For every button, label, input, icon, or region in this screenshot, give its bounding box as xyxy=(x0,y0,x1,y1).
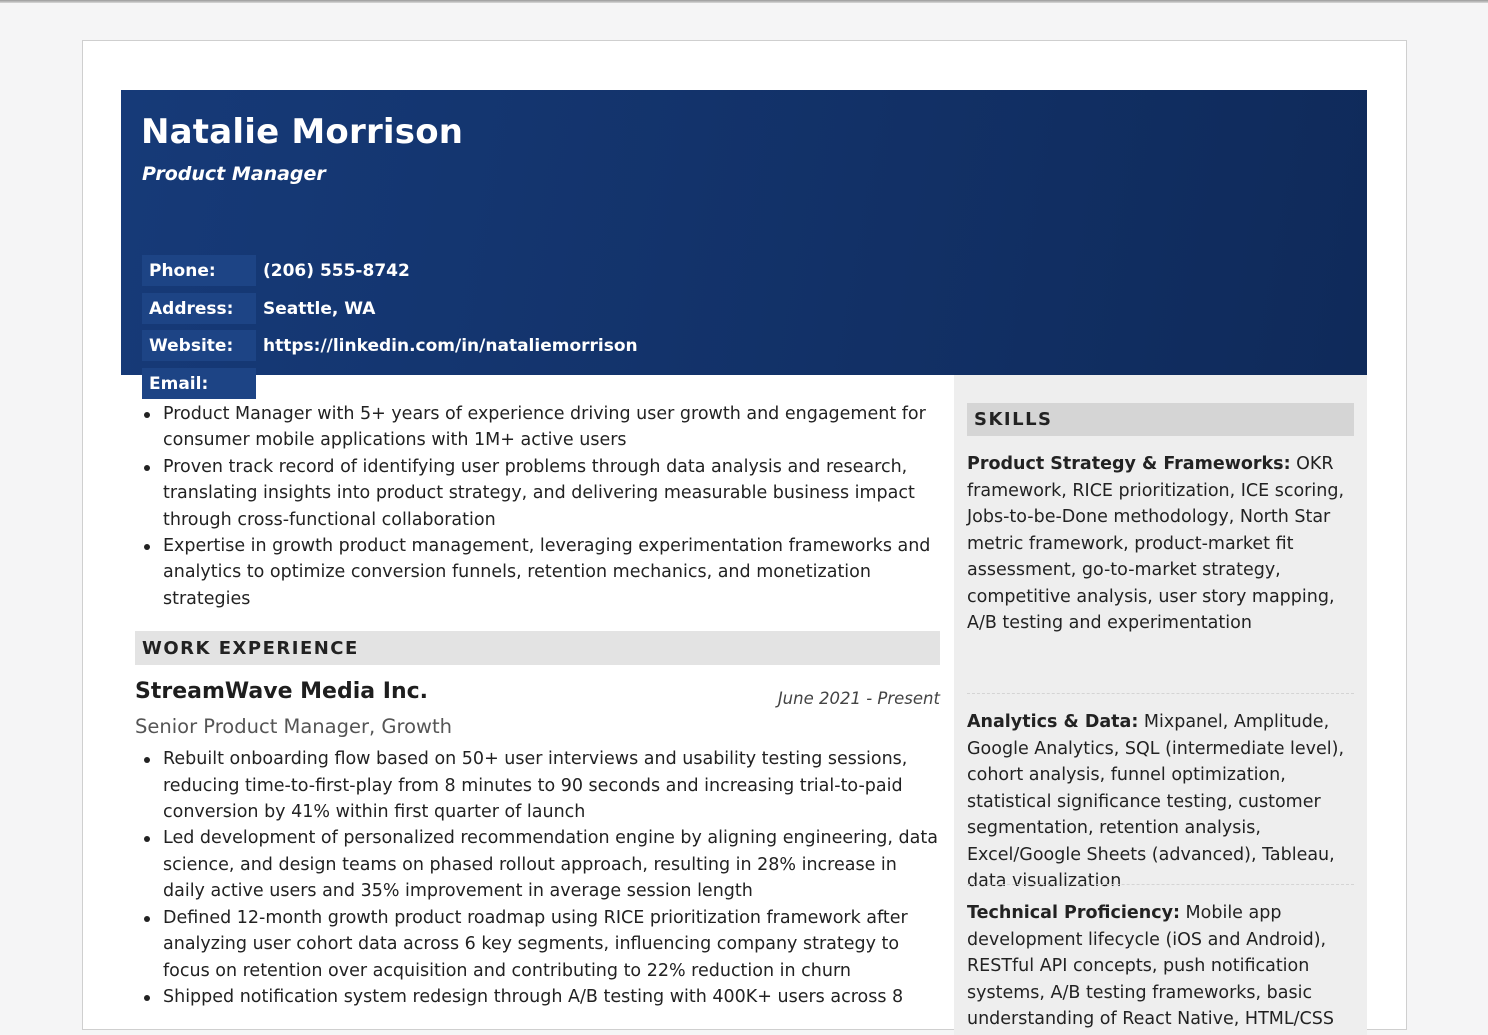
contact-label: Website: xyxy=(142,330,256,361)
skill-divider xyxy=(967,693,1354,694)
skill-group-text: Mobile app development lifecycle (iOS and Android), RESTful API concepts, push notification systems, A/B testing frameworks, basic understanding of React Native, HTML/CSS xyxy=(967,903,1334,1029)
contact-label: Email: xyxy=(142,368,256,399)
skill-group-technical xyxy=(967,900,1354,1033)
contact-row-website xyxy=(142,330,638,361)
candidate-title: Product Manager xyxy=(142,163,326,185)
job-bullets xyxy=(135,746,940,1010)
skill-divider xyxy=(967,884,1354,885)
skills-sidebar xyxy=(954,375,1367,1035)
window-top-edge xyxy=(0,0,1488,3)
skill-group-label: Analytics & Data: xyxy=(967,712,1139,732)
job-dates: June 2021 - Present xyxy=(777,689,940,709)
skill-group-text: OKR framework, RICE prioritization, ICE scoring, Jobs-to-be-Done methodology, North Star metric framework, product-market fit assessment, go-to-market strategy, competitive analysis, user story mapping, A/B testing and experimentation xyxy=(967,454,1345,633)
resume-page xyxy=(82,40,1407,1030)
summary-item: Expertise in growth product management, leveraging experimentation frameworks and analytics to optimize conversion funnels, retention mechanics, and monetization strategies xyxy=(135,533,940,612)
contact-label: Address: xyxy=(142,293,256,324)
job-bullet: Defined 12-month growth product roadmap using RICE prioritization framework after analyzing user cohort data across 6 key segments, influencing company strategy to focus on retention over acquisition and contributing to 22% reduction in churn xyxy=(135,905,940,984)
contact-value-phone: (206) 555-8742 xyxy=(263,260,410,281)
skill-group-text: Mixpanel, Amplitude, Google Analytics, SQL (intermediate level), cohort analysis, funnel optimization, statistical significance testing, customer segmentation, retention analysis, Excel/Google Sheets (advanced), Tableau, data visualization xyxy=(967,712,1345,891)
contact-value-website[interactable]: https://linkedin.com/in/nataliemorrison xyxy=(263,335,638,356)
skill-group-label: Technical Proficiency: xyxy=(967,903,1180,923)
summary-item: Proven track record of identifying user problems through data analysis and research, translating insights into product strategy, and delivering measurable business impact through cross-functional collaboration xyxy=(135,454,940,533)
resume-header xyxy=(121,90,1367,394)
contact-row-phone xyxy=(142,255,410,286)
company-name: StreamWave Media Inc. xyxy=(135,679,429,705)
job-bullet: Rebuilt onboarding flow based on 50+ user interviews and usability testing sessions, reducing time-to-first-play from 8 minutes to 90 seconds and increasing trial-to-paid conversion by 41% within first quarter of launch xyxy=(135,746,940,825)
skill-group-product-strategy xyxy=(967,451,1354,637)
job-header xyxy=(135,679,940,715)
work-experience-heading: WORK EXPERIENCE xyxy=(135,631,940,665)
contact-value-email[interactable]: natalie.morrison@email.com xyxy=(263,373,538,394)
contact-row-address xyxy=(142,293,375,324)
contact-row-email xyxy=(142,368,537,399)
contact-label: Phone: xyxy=(142,255,256,286)
skills-heading: SKILLS xyxy=(967,403,1354,436)
contact-value-address: Seattle, WA xyxy=(263,298,376,319)
job-bullet: Led development of personalized recommendation engine by aligning engineering, data science, and design teams on phased rollout approach, resulting in 28% increase in daily active users and 35% improvement in average session length xyxy=(135,825,940,904)
summary-list xyxy=(135,401,940,612)
skill-group-label: Product Strategy & Frameworks: xyxy=(967,454,1291,474)
skill-group-analytics xyxy=(967,709,1354,895)
candidate-name: Natalie Morrison xyxy=(141,112,464,152)
main-column xyxy=(135,401,940,1010)
summary-item: Product Manager with 5+ years of experience driving user growth and engagement for consumer mobile applications with 1M+ active users xyxy=(135,401,940,454)
job-bullet: Shipped notification system redesign through A/B testing with 400K+ users across 8 xyxy=(135,984,940,1010)
job-role: Senior Product Manager, Growth xyxy=(135,715,452,739)
